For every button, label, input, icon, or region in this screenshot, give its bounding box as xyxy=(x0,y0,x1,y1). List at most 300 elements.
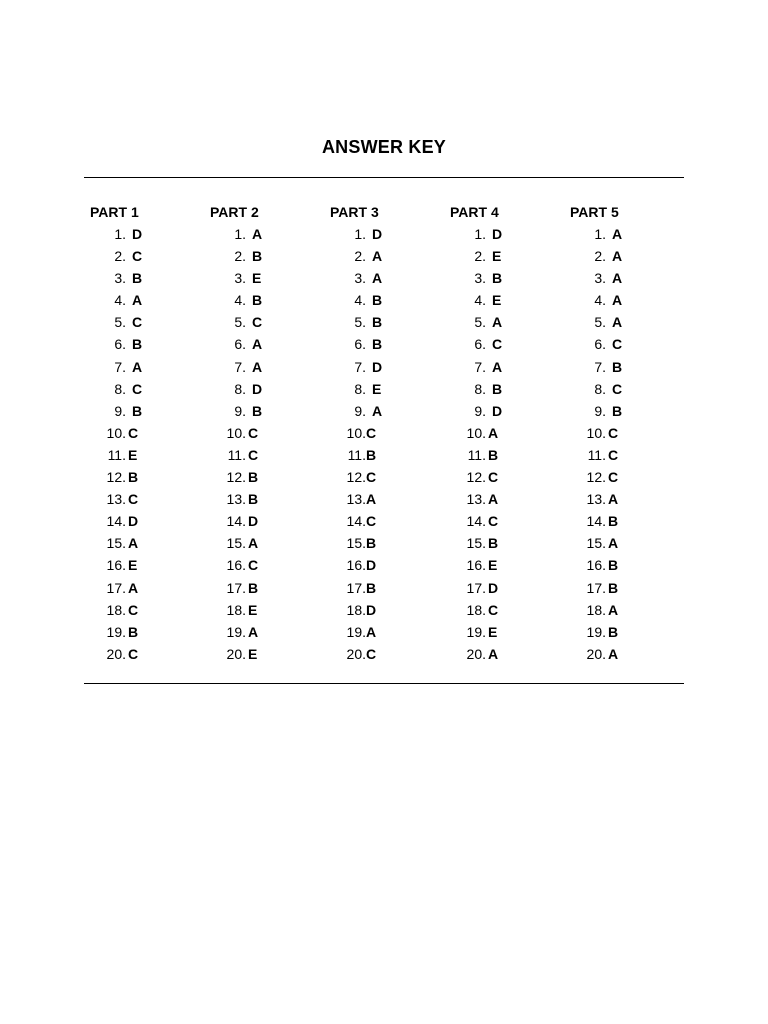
answer-item xyxy=(90,267,210,289)
answer-letter: C xyxy=(488,513,499,530)
answer-item xyxy=(210,333,330,355)
answer-item xyxy=(570,400,690,422)
answer-item xyxy=(330,488,450,510)
question-number: 11. xyxy=(587,446,606,463)
answer-item xyxy=(450,356,570,378)
answer-letter: B xyxy=(372,314,383,331)
answer-item xyxy=(450,267,570,289)
answer-letter: B xyxy=(248,469,259,486)
answer-item xyxy=(90,311,210,333)
question-number: 14. xyxy=(226,513,246,530)
answer-item xyxy=(330,245,450,267)
answer-item xyxy=(570,554,690,576)
answer-list xyxy=(90,223,210,665)
answer-item xyxy=(570,356,690,378)
answer-letter: E xyxy=(248,601,258,618)
question-number: 11. xyxy=(467,446,486,463)
answer-item xyxy=(210,400,330,422)
answer-item xyxy=(330,621,450,643)
answer-letter: C xyxy=(488,469,499,486)
question-number: 14. xyxy=(106,513,126,530)
part-header: PART 2 xyxy=(210,204,259,220)
question-number: 6. xyxy=(594,336,606,353)
question-number: 18. xyxy=(346,601,366,618)
answer-letter: A xyxy=(252,336,263,353)
answer-item xyxy=(210,643,330,665)
answer-letter: D xyxy=(366,557,377,574)
answer-letter: C xyxy=(612,336,623,353)
answer-item xyxy=(450,510,570,532)
answer-item xyxy=(210,554,330,576)
answer-letter: C xyxy=(128,424,139,441)
answer-item xyxy=(450,444,570,466)
answer-letter: D xyxy=(248,513,259,530)
answer-letter: B xyxy=(608,557,619,574)
question-number: 10. xyxy=(226,424,246,441)
answer-letter: B xyxy=(128,623,139,640)
question-number: 1. xyxy=(234,226,246,242)
answer-list xyxy=(210,223,330,665)
answer-item xyxy=(570,643,690,665)
question-number: 18. xyxy=(106,601,126,618)
answer-letter: E xyxy=(492,248,502,265)
part-column-1 xyxy=(90,201,210,665)
answer-item xyxy=(570,621,690,643)
question-number: 17. xyxy=(346,579,366,596)
answer-letter: B xyxy=(248,491,259,508)
answer-letter: C xyxy=(608,424,619,441)
question-number: 4. xyxy=(114,292,126,309)
answer-letter: A xyxy=(492,358,503,375)
answer-item xyxy=(330,356,450,378)
answer-letter: A xyxy=(132,358,143,375)
page-title: ANSWER KEY xyxy=(321,137,446,157)
part-header: PART 3 xyxy=(330,204,379,220)
question-number: 8. xyxy=(354,380,366,397)
answer-item xyxy=(450,223,570,245)
question-number: 6. xyxy=(354,336,366,353)
answer-item xyxy=(570,422,690,444)
question-number: 8. xyxy=(114,380,126,397)
answer-item xyxy=(450,378,570,400)
question-number: 19. xyxy=(226,623,246,640)
answer-item xyxy=(90,621,210,643)
answer-letter: A xyxy=(128,535,139,552)
question-number: 17. xyxy=(226,579,246,596)
answer-item xyxy=(210,223,330,245)
answer-item xyxy=(570,532,690,554)
answer-letter: B xyxy=(492,380,503,397)
answer-letter: E xyxy=(128,557,138,574)
answer-letter: C xyxy=(248,557,259,574)
question-number: 11. xyxy=(107,446,126,463)
question-number: 16. xyxy=(586,557,606,574)
answer-item xyxy=(570,488,690,510)
answer-item xyxy=(90,488,210,510)
answer-item xyxy=(450,400,570,422)
answer-item xyxy=(90,422,210,444)
part-column-3 xyxy=(330,201,450,665)
question-number: 9. xyxy=(354,402,366,419)
question-number: 13. xyxy=(226,491,246,508)
answer-item xyxy=(570,599,690,621)
answer-item xyxy=(90,643,210,665)
question-number: 10. xyxy=(586,424,606,441)
answer-item xyxy=(210,267,330,289)
answer-letter: E xyxy=(488,557,498,574)
answer-item xyxy=(90,554,210,576)
question-number: 13. xyxy=(586,491,606,508)
top-divider xyxy=(84,177,684,178)
answer-letter: A xyxy=(372,402,383,419)
answer-letter: D xyxy=(492,226,503,242)
question-number: 15. xyxy=(106,535,126,552)
answer-item xyxy=(570,333,690,355)
question-number: 5. xyxy=(354,314,366,331)
question-number: 1. xyxy=(354,226,366,242)
answer-letter: A xyxy=(252,358,263,375)
part-column-4 xyxy=(450,201,570,665)
question-number: 9. xyxy=(234,402,246,419)
question-number: 9. xyxy=(594,402,606,419)
answer-letter: C xyxy=(366,424,377,441)
answer-letter: B xyxy=(252,402,263,419)
question-number: 2. xyxy=(114,248,126,265)
question-number: 1. xyxy=(474,226,486,242)
question-number: 12. xyxy=(466,469,486,486)
question-number: 8. xyxy=(474,380,486,397)
question-number: 3. xyxy=(114,270,126,287)
question-number: 17. xyxy=(466,579,486,596)
answer-item xyxy=(210,466,330,488)
question-number: 4. xyxy=(354,292,366,309)
part-column-2 xyxy=(210,201,330,665)
answer-item xyxy=(450,554,570,576)
answer-item xyxy=(450,532,570,554)
answer-letter: C xyxy=(132,248,143,265)
question-number: 2. xyxy=(594,248,606,265)
question-number: 4. xyxy=(234,292,246,309)
answer-item xyxy=(90,378,210,400)
question-number: 16. xyxy=(106,557,126,574)
answer-letter: A xyxy=(252,226,263,242)
part-header: PART 4 xyxy=(450,204,499,220)
answer-letter: A xyxy=(488,645,499,662)
question-number: 10. xyxy=(466,424,486,441)
answer-item xyxy=(450,333,570,355)
answer-item xyxy=(450,466,570,488)
question-number: 12. xyxy=(586,469,606,486)
answer-letter: D xyxy=(366,601,377,618)
answer-item xyxy=(90,444,210,466)
question-number: 17. xyxy=(586,579,606,596)
answer-letter: A xyxy=(128,579,139,596)
answer-letter: C xyxy=(608,469,619,486)
question-number: 15. xyxy=(346,535,366,552)
question-number: 8. xyxy=(594,380,606,397)
answer-item xyxy=(90,223,210,245)
answer-letter: C xyxy=(366,645,377,662)
question-number: 18. xyxy=(466,601,486,618)
answer-item xyxy=(210,245,330,267)
answer-letter: A xyxy=(608,601,619,618)
question-number: 9. xyxy=(474,402,486,419)
part-column-5 xyxy=(570,201,690,665)
answer-item xyxy=(90,577,210,599)
answer-item xyxy=(210,356,330,378)
question-number: 7. xyxy=(234,358,246,375)
answer-item xyxy=(570,444,690,466)
answer-letter: E xyxy=(488,623,498,640)
answer-item xyxy=(90,356,210,378)
answer-letter: D xyxy=(492,402,503,419)
answer-item xyxy=(90,245,210,267)
answer-item xyxy=(570,245,690,267)
question-number: 8. xyxy=(234,380,246,397)
question-number: 3. xyxy=(234,270,246,287)
answer-letter: E xyxy=(128,446,138,463)
answer-letter: B xyxy=(372,292,383,309)
answer-letter: B xyxy=(488,446,499,463)
answer-letter: D xyxy=(252,380,263,397)
question-number: 13. xyxy=(466,491,486,508)
question-number: 12. xyxy=(346,469,366,486)
answer-item xyxy=(450,422,570,444)
question-number: 11. xyxy=(227,446,246,463)
answer-letter: A xyxy=(366,623,377,640)
question-number: 5. xyxy=(594,314,606,331)
question-number: 16. xyxy=(466,557,486,574)
answer-letter: A xyxy=(488,491,499,508)
question-number: 18. xyxy=(226,601,246,618)
answer-letter: C xyxy=(128,645,139,662)
answer-item xyxy=(330,643,450,665)
answer-letter: D xyxy=(132,226,143,242)
answer-item xyxy=(210,444,330,466)
answer-letter: A xyxy=(492,314,503,331)
answer-item xyxy=(330,422,450,444)
answer-item xyxy=(210,577,330,599)
question-number: 7. xyxy=(354,358,366,375)
part-header: PART 5 xyxy=(570,204,619,220)
question-number: 1. xyxy=(594,226,606,242)
answer-letter: B xyxy=(132,402,143,419)
question-number: 20. xyxy=(466,645,486,662)
answer-letter: A xyxy=(132,292,143,309)
answer-letter: B xyxy=(366,446,377,463)
answer-item xyxy=(570,267,690,289)
answer-item xyxy=(210,311,330,333)
answer-letter: A xyxy=(248,535,259,552)
question-number: 3. xyxy=(354,270,366,287)
answer-letter: B xyxy=(128,469,139,486)
answer-item xyxy=(570,466,690,488)
answer-letter: E xyxy=(492,292,502,309)
answer-letter: A xyxy=(612,270,623,287)
answer-letter: A xyxy=(248,623,259,640)
answer-letter: B xyxy=(608,623,619,640)
part-header: PART 1 xyxy=(90,204,139,220)
answer-item xyxy=(210,422,330,444)
question-number: 5. xyxy=(114,314,126,331)
answer-item xyxy=(330,510,450,532)
answer-letter: B xyxy=(366,535,377,552)
answer-list xyxy=(450,223,570,665)
answer-item xyxy=(570,577,690,599)
answer-item xyxy=(330,532,450,554)
answer-letter: A xyxy=(488,424,499,441)
answer-item xyxy=(330,400,450,422)
question-number: 16. xyxy=(346,557,366,574)
answer-item xyxy=(90,466,210,488)
question-number: 19. xyxy=(346,623,366,640)
answer-list xyxy=(570,223,690,665)
question-number: 11. xyxy=(347,446,366,463)
answer-item xyxy=(210,621,330,643)
answer-letter: C xyxy=(488,601,499,618)
question-number: 17. xyxy=(106,579,126,596)
answer-item xyxy=(90,599,210,621)
answer-letter: D xyxy=(372,226,383,242)
answer-item xyxy=(450,643,570,665)
answer-item xyxy=(570,223,690,245)
answer-letter: A xyxy=(612,248,623,265)
answer-item xyxy=(450,245,570,267)
answer-letter: C xyxy=(128,601,139,618)
question-number: 7. xyxy=(474,358,486,375)
answer-letter: E xyxy=(372,380,382,397)
answer-item xyxy=(330,289,450,311)
question-number: 20. xyxy=(586,645,606,662)
answer-item xyxy=(570,311,690,333)
answer-letter: B xyxy=(612,358,623,375)
question-number: 6. xyxy=(234,336,246,353)
question-number: 10. xyxy=(346,424,366,441)
answer-list xyxy=(330,223,450,665)
answer-letter: A xyxy=(608,645,619,662)
answer-letter: A xyxy=(612,314,623,331)
question-number: 5. xyxy=(234,314,246,331)
answer-columns xyxy=(90,201,690,671)
question-number: 12. xyxy=(226,469,246,486)
question-number: 19. xyxy=(106,623,126,640)
answer-item xyxy=(210,510,330,532)
answer-item xyxy=(90,532,210,554)
answer-letter: A xyxy=(612,226,623,242)
answer-letter: C xyxy=(492,336,503,353)
answer-item xyxy=(570,510,690,532)
answer-letter: B xyxy=(366,579,377,596)
answer-item xyxy=(210,378,330,400)
answer-letter: B xyxy=(372,336,383,353)
answer-letter: C xyxy=(608,446,619,463)
question-number: 2. xyxy=(354,248,366,265)
answer-letter: B xyxy=(608,513,619,530)
question-number: 2. xyxy=(234,248,246,265)
bottom-divider xyxy=(84,683,684,684)
question-number: 18. xyxy=(586,601,606,618)
answer-item xyxy=(330,444,450,466)
question-number: 12. xyxy=(106,469,126,486)
answer-item xyxy=(450,621,570,643)
answer-letter: D xyxy=(372,358,383,375)
question-number: 2. xyxy=(474,248,486,265)
answer-item xyxy=(330,333,450,355)
question-number: 20. xyxy=(226,645,246,662)
question-number: 4. xyxy=(474,292,486,309)
answer-letter: E xyxy=(248,645,258,662)
question-number: 14. xyxy=(346,513,366,530)
question-number: 15. xyxy=(466,535,486,552)
answer-letter: A xyxy=(372,270,383,287)
answer-item xyxy=(90,510,210,532)
answer-item xyxy=(330,311,450,333)
answer-letter: B xyxy=(252,248,263,265)
answer-letter: B xyxy=(488,535,499,552)
answer-letter: C xyxy=(366,513,377,530)
question-number: 3. xyxy=(474,270,486,287)
answer-item xyxy=(330,378,450,400)
answer-item xyxy=(90,400,210,422)
question-number: 13. xyxy=(346,491,366,508)
question-number: 19. xyxy=(466,623,486,640)
answer-letter: D xyxy=(488,579,499,596)
answer-item xyxy=(450,599,570,621)
answer-item xyxy=(330,466,450,488)
question-number: 20. xyxy=(106,645,126,662)
answer-letter: B xyxy=(612,402,623,419)
answer-letter: B xyxy=(132,270,143,287)
answer-item xyxy=(330,577,450,599)
question-number: 10. xyxy=(106,424,126,441)
answer-item xyxy=(90,333,210,355)
answer-letter: B xyxy=(248,579,259,596)
question-number: 13. xyxy=(106,491,126,508)
question-number: 14. xyxy=(466,513,486,530)
answer-letter: C xyxy=(128,491,139,508)
answer-letter: A xyxy=(608,535,619,552)
question-number: 15. xyxy=(226,535,246,552)
answer-item xyxy=(90,289,210,311)
answer-letter: C xyxy=(252,314,263,331)
answer-letter: A xyxy=(366,491,377,508)
question-number: 7. xyxy=(114,358,126,375)
answer-letter: B xyxy=(608,579,619,596)
question-number: 20. xyxy=(346,645,366,662)
answer-item xyxy=(330,599,450,621)
answer-item xyxy=(330,267,450,289)
question-number: 9. xyxy=(114,402,126,419)
question-number: 6. xyxy=(114,336,126,353)
answer-letter: C xyxy=(248,446,259,463)
question-number: 1. xyxy=(114,226,126,242)
answer-item xyxy=(450,488,570,510)
answer-letter: A xyxy=(372,248,383,265)
answer-letter: D xyxy=(128,513,139,530)
question-number: 4. xyxy=(594,292,606,309)
answer-item xyxy=(330,554,450,576)
answer-letter: C xyxy=(132,314,143,331)
answer-letter: A xyxy=(612,292,623,309)
answer-item xyxy=(210,599,330,621)
answer-letter: B xyxy=(132,336,143,353)
answer-item xyxy=(570,378,690,400)
question-number: 15. xyxy=(586,535,606,552)
answer-letter: C xyxy=(248,424,259,441)
answer-letter: C xyxy=(366,469,377,486)
answer-letter: A xyxy=(608,491,619,508)
question-number: 19. xyxy=(586,623,606,640)
